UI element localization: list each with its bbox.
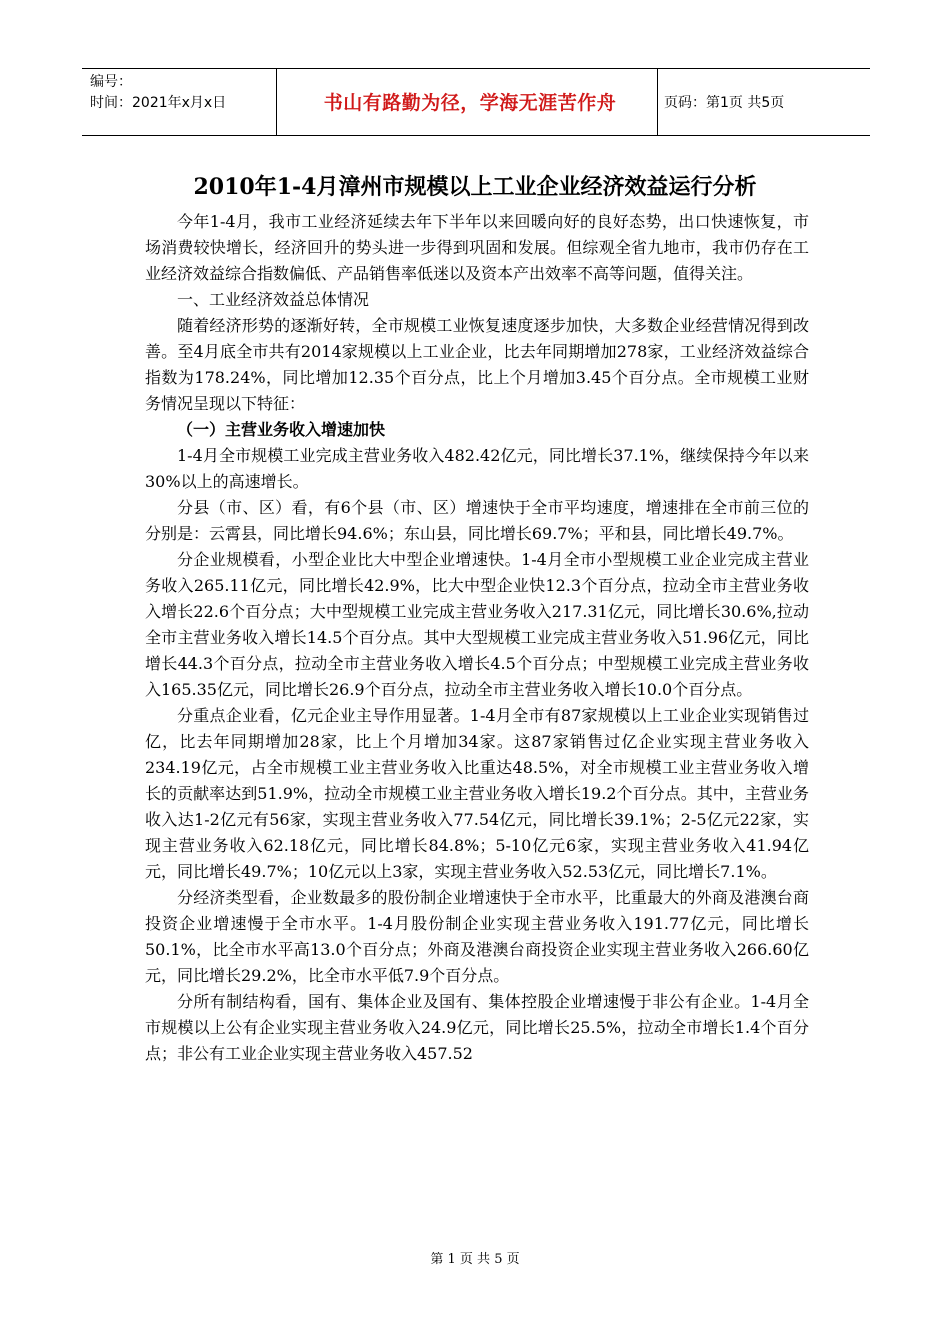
paragraph: 分企业规模看，小型企业比大中型企业增速快。1-4月全市小型规模工业企业完成主营业务收入265.11亿元，同比增长42.9%，比大中型企业快12.3个百分点，拉动全市主营业务收入增长22.6个百分点；大中型规模工业完成主营业务收入217.31亿元，同比增长30.6%,拉动全市主营业务收入增长14.5个百分点。其中大型规模工业完成主营业务收入51.96亿元，同比增长44.3个百分点，拉动全市主营业务收入增长4.5个百分点；中型规模工业完成主营业务收入165.35亿元，同比增长26.9个百分点，拉动全市主营业务收入增长10.0个百分点。 [145,550,809,699]
paragraph: 今年1-4月，我市工业经济延续去年下半年以来回暖向好的良好态势，出口快速恢复，市场消费较快增长，经济回升的势头进一步得到巩固和发展。但综观全省九地市，我市仍存在工业经济效益综合指数偏低、产品销售率低迷以及资本产出效率不高等问题，值得关注。 [145,212,809,283]
paragraph: 分重点企业看，亿元企业主导作用显著。1-4月全市有87家规模以上工业企业实现销售过亿，比去年同期增加28家，比上个月增加34家。这87家销售过亿企业实现主营业务收入234.19亿元，占全市规模工业主营业务收入比重达48.5%，对全市规模工业主营业务收入增长的贡献率达到51.9%，拉动全市规模工业主营业务收入增长19.2个百分点。其中，主营业务收入达1-2亿元有56家，实现主营业务收入77.54亿元，同比增长39.1%；2-5亿元22家，实现主营业务收入62.18亿元，同比增长84.8%；5-10亿元6家，实现主营业务收入41.94亿元，同比增长49.7%；10亿元以上3家，实现主营业务收入52.53亿元，同比增长7.1%。 [145,706,809,881]
paragraph: 分县（市、区）看，有6个县（市、区）增速快于全市平均速度，增速排在全市前三位的分别是：云霄县，同比增长94.6%；东山县，同比增长69.7%；平和县，同比增长49.7%。 [145,498,809,543]
page-footer: 第 1 页 共 5 页 [430,1252,520,1267]
subsection-heading: （一）主营业务收入增速加快 [177,420,386,439]
paragraph: 分所有制结构看，国有、集体企业及国有、集体控股企业增速慢于非公有企业。1-4月全市规模以上公有企业实现主营业务收入24.9亿元，同比增长25.5%，拉动全市增长1.4个百分点；非公有工业企业实现主营业务收入457.52 [145,992,809,1063]
section-heading: 一、工业经济效益总体情况 [177,290,370,309]
header-page-info: 页码：第1页 共5页 [664,94,785,111]
header-divider-2 [657,68,658,135]
document-time: 时间：2021年x月x日 [90,95,227,111]
header-bottom-rule [82,135,870,136]
header-meta [90,72,226,114]
paragraph: 随着经济形势的逐渐好转，全市规模工业恢复速度逐步加快，大多数企业经营情况得到改善。至4月底全市共有2014家规模以上工业企业，比去年同期增加278家，工业经济效益综合指数为178.24%，同比增加12.35个百分点，比上个月增加3.45个百分点。全市规模工业财务情况呈现以下特征： [145,316,809,413]
header-divider-1 [276,68,277,135]
header-motto: 书山有路勤为径，学海无涯苦作舟 [323,92,617,114]
document-body [145,209,809,1067]
paragraph: 分经济类型看，企业数最多的股份制企业增速快于全市水平，比重最大的外商及港澳台商投资企业增速慢于全市水平。1-4月股份制企业实现主营业务收入191.77亿元，同比增长50.1%，比全市水平高13.0个百分点；外商及港澳台商投资企业实现主营业务收入266.60亿元，同比增长29.2%，比全市水平低7.9个百分点。 [145,888,809,985]
page-title: 2010年1-4月漳州市规模以上工业企业经济效益运行分析 [193,174,757,200]
document-number: 编号： [90,74,132,90]
paragraph: 1-4月全市规模工业完成主营业务收入482.42亿元，同比增长37.1%，继续保持今年以来30%以上的高速增长。 [145,446,809,491]
